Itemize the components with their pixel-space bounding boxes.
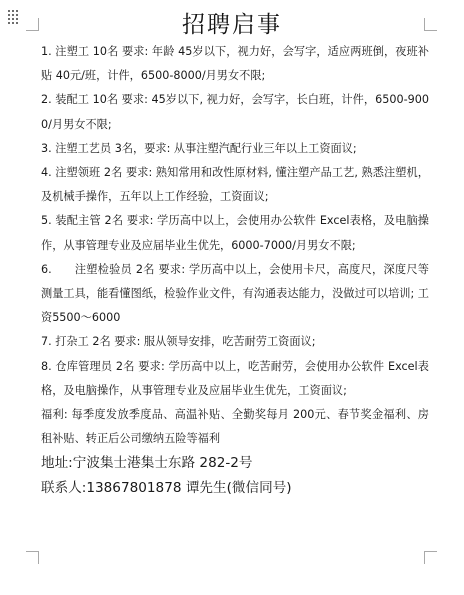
document-body bbox=[41, 40, 429, 501]
job-item-5: 5. 装配主管 2名 要求: 学历高中以上，会使用办公软件 Excel表格，及电脑操作，从事管理专业及应届毕业生优先，6000-7000/月男女不限; bbox=[41, 214, 429, 252]
crop-mark-bottom-left bbox=[26, 551, 39, 564]
job-item-3: 3. 注塑工艺员 3名，要求: 从事注塑汽配行业三年以上工资面议; bbox=[41, 141, 357, 155]
crop-mark-bottom-right bbox=[424, 551, 437, 564]
benefits-text: 福利: 每季度发放季度品、高温补贴、全勤奖每月 200元、春节奖金福利、房租补贴、转正后公司缴纳五险等福利 bbox=[41, 408, 429, 446]
job-item-8: 8. 仓库管理员 2名 要求: 学历高中以上，吃苦耐劳，会使用办公软件 Excel表格，及电脑操作，从事管理专业及应届毕业生优先，工资面议; bbox=[41, 359, 429, 397]
job-item-2: 2. 装配工 10名 要求: 45岁以下, 视力好，会写字，长白班，计件，6500-9000/月男女不限; bbox=[41, 93, 429, 131]
job-item-7: 7. 打杂工 2名 要求: 服从领导安排，吃苦耐劳工资面议; bbox=[41, 335, 316, 349]
job-item-4: 4. 注塑领班 2名 要求: 熟知常用和改性原材料, 懂注塑产品工艺, 熟悉注塑机，及机械手操作，五年以上工作经验，工资面议; bbox=[41, 166, 429, 204]
page-title: 招聘启事 bbox=[182, 12, 282, 38]
job-item-1: 1. 注塑工 10名 要求: 年龄 45岁以下，视力好，会写字，适应两班倒，夜班补贴 40元/班，计件，6500-8000/月男女不限; bbox=[41, 45, 429, 83]
contact-line: 联系人:13867801878 谭先生(微信同号) bbox=[41, 480, 292, 497]
address-line: 地址:宁波集士港集士东路 282-2号 bbox=[41, 455, 253, 472]
job-item-6: 6. 注塑检验员 2名 要求: 学历高中以上，会使用卡尺，高度尺，深度尺等测量工具，能看懂图纸，检验作业文件，有沟通表达能力，没做过可以培训; 工资5500～6000 bbox=[41, 262, 429, 325]
